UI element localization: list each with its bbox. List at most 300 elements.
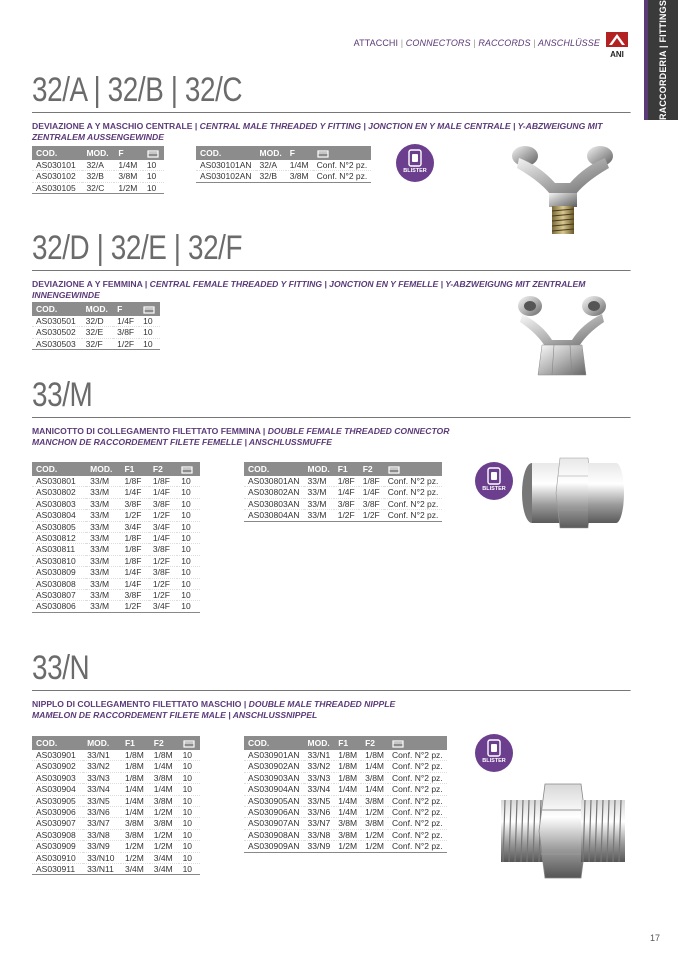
table-row bbox=[244, 807, 447, 818]
table-row bbox=[32, 555, 200, 566]
table-cell: 3/8F bbox=[149, 567, 177, 578]
table-cell: 1/4M bbox=[121, 795, 150, 806]
table-cell: 10 bbox=[177, 498, 200, 509]
table-cell: 33/M bbox=[304, 476, 334, 487]
table-cell: 3/8M bbox=[150, 772, 179, 783]
table-cell: 10 bbox=[179, 784, 200, 795]
table-cell: 3/8M bbox=[361, 795, 388, 806]
table-cell: 1/4F bbox=[113, 316, 139, 327]
table-cell: AS030102 bbox=[32, 171, 82, 182]
table-cell: 3/8F bbox=[120, 590, 148, 601]
header-link: RACCORDS bbox=[478, 38, 531, 48]
table-cell: 3/8M bbox=[361, 818, 388, 829]
table-cell: 1/2F bbox=[334, 510, 359, 521]
table-cell: 3/8F bbox=[334, 498, 359, 509]
table-row bbox=[196, 171, 371, 182]
table-cell: 1/4M bbox=[334, 807, 361, 818]
table-cell: 1/4M bbox=[334, 784, 361, 795]
section-title: 32/A | 32/B | 32/C bbox=[32, 70, 630, 113]
desc-translations-line2: MANCHON DE RACCORDEMENT FILETE FEMELLE | ANSCHLUSSMUFFE bbox=[32, 436, 332, 447]
blister-icon bbox=[407, 149, 423, 167]
desc-italian: DEVIAZIONE A Y FEMMINA | bbox=[32, 279, 150, 289]
table-cell: AS030801 bbox=[32, 476, 86, 487]
col-header: F1 bbox=[334, 462, 359, 476]
table-cell: 3/8F bbox=[120, 498, 148, 509]
table-cell: 10 bbox=[179, 772, 200, 783]
desc-translations: CENTRAL MALE THREADED Y FITTING | JONCTION EN Y MALE CENTRALE | Y-ABZWEIGUNG MIT ZENTRALEM AUSSENGEWINDE bbox=[32, 121, 603, 142]
qty-icon bbox=[177, 462, 200, 476]
table-cell: 33/M bbox=[86, 567, 120, 578]
table-cell: 10 bbox=[177, 521, 200, 532]
table-cell: AS030906 bbox=[32, 807, 83, 818]
table-cell: AS030801AN bbox=[244, 476, 304, 487]
table-row bbox=[196, 160, 371, 171]
table-row bbox=[244, 498, 442, 509]
table-cell: 1/2F bbox=[359, 510, 384, 521]
col-header: MOD. bbox=[304, 736, 335, 750]
side-tab bbox=[644, 0, 678, 120]
table-row bbox=[32, 590, 200, 601]
table-cell: 1/2M bbox=[150, 841, 179, 852]
table-row bbox=[32, 601, 200, 612]
table-row bbox=[32, 578, 200, 589]
table-cell: AS030902 bbox=[32, 761, 83, 772]
table-row bbox=[244, 761, 447, 772]
table-cell: 10 bbox=[179, 852, 200, 863]
table-row bbox=[32, 852, 200, 863]
table-row bbox=[32, 476, 200, 487]
table-cell: 33/N2 bbox=[304, 761, 335, 772]
desc-translations: DOUBLE FEMALE THREADED CONNECTOR bbox=[267, 426, 450, 436]
male-nipple-image bbox=[495, 770, 630, 890]
table-cell: 3/4M bbox=[150, 852, 179, 863]
table-cell: 1/4M bbox=[121, 784, 150, 795]
table-cell: Conf. N°2 pz. bbox=[388, 807, 447, 818]
table-row bbox=[32, 316, 160, 327]
table-cell: AS030904 bbox=[32, 784, 83, 795]
table-cell: 3/8F bbox=[149, 498, 177, 509]
table-cell: 33/N9 bbox=[304, 841, 335, 852]
product-table bbox=[32, 736, 200, 875]
col-header: F bbox=[114, 146, 142, 160]
blister-icon bbox=[486, 739, 502, 757]
col-header: MOD. bbox=[82, 302, 113, 316]
table-cell: 1/8M bbox=[150, 750, 179, 761]
table-row bbox=[32, 533, 200, 544]
table-cell: 1/8M bbox=[121, 772, 150, 783]
col-header: COD. bbox=[244, 736, 304, 750]
qty-icon bbox=[139, 302, 160, 316]
table-cell: 33/N4 bbox=[304, 784, 335, 795]
qty-icon bbox=[143, 146, 164, 160]
blister-badge bbox=[475, 734, 513, 772]
blister-table bbox=[196, 146, 371, 183]
table-cell: 33/N1 bbox=[83, 750, 121, 761]
desc-translations-line2: MAMELON DE RACCORDEMENT FILETE MALE | ANSCHLUSSNIPPEL bbox=[32, 709, 318, 720]
svg-text:ANI: ANI bbox=[610, 50, 624, 59]
table-cell: AS030910 bbox=[32, 852, 83, 863]
table-row bbox=[32, 818, 200, 829]
table-cell: 10 bbox=[139, 316, 160, 327]
table-cell: 1/8M bbox=[334, 750, 361, 761]
table-cell: 33/N9 bbox=[83, 841, 121, 852]
product-table bbox=[32, 146, 164, 194]
table-cell: 33/N8 bbox=[83, 829, 121, 840]
table-cell: 1/8M bbox=[121, 761, 150, 772]
col-header: COD. bbox=[244, 462, 304, 476]
table-cell: 3/8M bbox=[114, 171, 142, 182]
table-cell: 10 bbox=[177, 601, 200, 612]
table-cell: Conf. N°2 pz. bbox=[384, 487, 443, 498]
table-cell: AS030101 bbox=[32, 160, 82, 171]
table-cell: 33/M bbox=[86, 601, 120, 612]
table-cell: AS030503 bbox=[32, 338, 82, 349]
qty-icon bbox=[384, 462, 443, 476]
table-cell: 1/2M bbox=[121, 841, 150, 852]
table-row bbox=[32, 772, 200, 783]
table-cell: 10 bbox=[143, 160, 164, 171]
col-header: F1 bbox=[334, 736, 361, 750]
table-cell: 3/4F bbox=[149, 521, 177, 532]
table-cell: 32/B bbox=[82, 171, 114, 182]
table-row bbox=[244, 510, 442, 521]
table-cell: 1/2M bbox=[114, 182, 142, 193]
table-row bbox=[244, 818, 447, 829]
table-cell: 3/8M bbox=[121, 818, 150, 829]
table-cell: 10 bbox=[177, 590, 200, 601]
table-cell: Conf. N°2 pz. bbox=[384, 498, 443, 509]
table-cell: Conf. N°2 pz. bbox=[388, 841, 447, 852]
table-cell: AS030502 bbox=[32, 327, 82, 338]
col-header: F2 bbox=[359, 462, 384, 476]
table-cell: 1/8M bbox=[121, 750, 150, 761]
table-cell: 3/8M bbox=[150, 795, 179, 806]
table-cell: 10 bbox=[177, 487, 200, 498]
table-cell: AS030802AN bbox=[244, 487, 304, 498]
product-table bbox=[32, 462, 200, 613]
table-cell: AS030101AN bbox=[196, 160, 256, 171]
table-cell: 33/N3 bbox=[83, 772, 121, 783]
table-cell: 33/N4 bbox=[83, 784, 121, 795]
side-tab-label: RACCORDERIA | FITTINGS bbox=[658, 0, 668, 121]
table-cell: 1/4M bbox=[361, 784, 388, 795]
table-cell: 32/C bbox=[82, 182, 114, 193]
blister-label: BLISTER bbox=[482, 758, 506, 764]
col-header: F1 bbox=[120, 462, 148, 476]
table-cell: 1/8F bbox=[334, 476, 359, 487]
table-cell: AS030810 bbox=[32, 555, 86, 566]
blister-table bbox=[244, 462, 442, 522]
qty-icon bbox=[179, 736, 200, 750]
table-cell: 1/2M bbox=[361, 829, 388, 840]
y-fitting-male-image bbox=[505, 138, 620, 238]
section-title: 33/N bbox=[32, 648, 630, 691]
table-cell: Conf. N°2 pz. bbox=[388, 829, 447, 840]
table-cell: 3/4M bbox=[121, 864, 150, 875]
female-connector-image bbox=[520, 452, 625, 534]
header-link: ATTACCHI bbox=[353, 38, 399, 48]
table-cell: 33/N8 bbox=[304, 829, 335, 840]
table-cell: Conf. N°2 pz. bbox=[388, 784, 447, 795]
table-cell: AS030803 bbox=[32, 498, 86, 509]
table-cell: 1/4F bbox=[120, 487, 148, 498]
table-cell: AS030812 bbox=[32, 533, 86, 544]
table-cell: 1/2F bbox=[149, 555, 177, 566]
table-row bbox=[32, 864, 200, 875]
table-cell: AS030903 bbox=[32, 772, 83, 783]
table-row bbox=[32, 750, 200, 761]
table-cell: 33/M bbox=[86, 544, 120, 555]
table-cell: Conf. N°2 pz. bbox=[388, 772, 447, 783]
table-cell: 1/8F bbox=[120, 555, 148, 566]
table-cell: 1/4F bbox=[359, 487, 384, 498]
table-cell: AS030102AN bbox=[196, 171, 256, 182]
table-cell: AS030804AN bbox=[244, 510, 304, 521]
table-cell: 10 bbox=[143, 171, 164, 182]
table-cell: 1/2M bbox=[150, 807, 179, 818]
table-cell: 33/N3 bbox=[304, 772, 335, 783]
table-row bbox=[32, 807, 200, 818]
table-cell: 33/N7 bbox=[304, 818, 335, 829]
table-cell: AS030811 bbox=[32, 544, 86, 555]
table-cell: AS030908AN bbox=[244, 829, 304, 840]
table-cell: 3/4M bbox=[150, 864, 179, 875]
table-cell: AS030809 bbox=[32, 567, 86, 578]
table-cell: 33/N7 bbox=[83, 818, 121, 829]
table-row bbox=[32, 829, 200, 840]
table-cell: 10 bbox=[179, 841, 200, 852]
table-cell: 32/F bbox=[82, 338, 113, 349]
col-header: F bbox=[113, 302, 139, 316]
section-33n bbox=[32, 648, 630, 720]
qty-icon bbox=[388, 736, 447, 750]
table-cell: 33/M bbox=[86, 476, 120, 487]
table-cell: 33/M bbox=[86, 578, 120, 589]
table-cell: 1/2F bbox=[113, 338, 139, 349]
table-cell: 10 bbox=[177, 567, 200, 578]
table-row bbox=[244, 841, 447, 852]
desc-translations: DOUBLE MALE THREADED NIPPLE bbox=[248, 699, 396, 709]
table-cell: 1/4M bbox=[361, 761, 388, 772]
table-cell: AS030906AN bbox=[244, 807, 304, 818]
table-cell: 1/2F bbox=[120, 510, 148, 521]
table-cell: 1/2M bbox=[361, 807, 388, 818]
table-cell: 3/8F bbox=[359, 498, 384, 509]
table-cell: 1/8F bbox=[149, 476, 177, 487]
table-row bbox=[32, 761, 200, 772]
table-row bbox=[244, 829, 447, 840]
table-cell: 10 bbox=[177, 510, 200, 521]
table-cell: 3/8M bbox=[334, 818, 361, 829]
table-cell: 1/2M bbox=[361, 841, 388, 852]
table-cell: 3/8M bbox=[150, 818, 179, 829]
table-cell: 33/N6 bbox=[304, 807, 335, 818]
table-cell: 33/N10 bbox=[83, 852, 121, 863]
col-header: COD. bbox=[32, 302, 82, 316]
table-cell: 33/M bbox=[86, 590, 120, 601]
table-cell: 33/M bbox=[86, 521, 120, 532]
table-cell: 3/4F bbox=[120, 521, 148, 532]
table-cell: AS030908 bbox=[32, 829, 83, 840]
table-cell: 3/8M bbox=[361, 772, 388, 783]
table-cell: 10 bbox=[139, 338, 160, 349]
table-cell: AS030909AN bbox=[244, 841, 304, 852]
table-cell: 33/M bbox=[86, 555, 120, 566]
table-cell: AS030907 bbox=[32, 818, 83, 829]
table-cell: 3/8M bbox=[121, 829, 150, 840]
section-title: 32/D | 32/E | 32/F bbox=[32, 228, 630, 271]
table-row bbox=[244, 784, 447, 795]
table-cell: Conf. N°2 pz. bbox=[384, 510, 443, 521]
table-cell: 10 bbox=[179, 761, 200, 772]
table-row bbox=[244, 772, 447, 783]
table-cell: 33/M bbox=[86, 533, 120, 544]
table-cell: 32/B bbox=[256, 171, 286, 182]
table-row bbox=[32, 160, 164, 171]
qty-icon bbox=[313, 146, 372, 160]
col-header: MOD. bbox=[82, 146, 114, 160]
section-33m bbox=[32, 375, 630, 447]
table-cell: 10 bbox=[179, 818, 200, 829]
table-row bbox=[32, 510, 200, 521]
table-cell: 10 bbox=[179, 829, 200, 840]
col-header: F2 bbox=[150, 736, 179, 750]
table-cell: AS030909 bbox=[32, 841, 83, 852]
table-cell: 10 bbox=[179, 795, 200, 806]
table-row bbox=[32, 841, 200, 852]
blister-badge bbox=[396, 144, 434, 182]
table-cell: AS030501 bbox=[32, 316, 82, 327]
table-cell: AS030901AN bbox=[244, 750, 304, 761]
table-cell: AS030803AN bbox=[244, 498, 304, 509]
table-cell: 3/8M bbox=[334, 829, 361, 840]
col-header: COD. bbox=[32, 462, 86, 476]
table-cell: Conf. N°2 pz. bbox=[388, 818, 447, 829]
table-cell: 1/4F bbox=[120, 567, 148, 578]
table-cell: 33/N5 bbox=[83, 795, 121, 806]
table-cell: Conf. N°2 pz. bbox=[388, 750, 447, 761]
table-cell: 1/2M bbox=[334, 841, 361, 852]
table-cell: 33/M bbox=[86, 510, 120, 521]
desc-italian: NIPPLO DI COLLEGAMENTO FILETTATO MASCHIO | bbox=[32, 699, 249, 709]
col-header: F2 bbox=[149, 462, 177, 476]
blister-icon bbox=[486, 467, 502, 485]
table-cell: 1/2F bbox=[120, 601, 148, 612]
table-cell: 1/8F bbox=[120, 476, 148, 487]
table-row bbox=[32, 171, 164, 182]
table-row bbox=[32, 784, 200, 795]
table-cell: 10 bbox=[179, 807, 200, 818]
table-row bbox=[32, 338, 160, 349]
table-cell: 1/4M bbox=[150, 784, 179, 795]
col-header: COD. bbox=[32, 736, 83, 750]
table-cell: 1/2M bbox=[121, 852, 150, 863]
table-cell: 33/M bbox=[304, 498, 334, 509]
y-fitting-female-image bbox=[512, 290, 612, 380]
table-row bbox=[32, 327, 160, 338]
table-cell: 1/8F bbox=[359, 476, 384, 487]
table-cell: 1/4F bbox=[149, 533, 177, 544]
col-header: F2 bbox=[361, 736, 388, 750]
table-cell: 3/8F bbox=[113, 327, 139, 338]
table-cell: AS030902AN bbox=[244, 761, 304, 772]
table-cell: 1/2F bbox=[149, 578, 177, 589]
header-link: CONNECTORS bbox=[405, 38, 471, 48]
brand-logo bbox=[602, 31, 632, 61]
table-cell: 1/8M bbox=[334, 772, 361, 783]
table-cell: 10 bbox=[177, 533, 200, 544]
table-cell: 33/N5 bbox=[304, 795, 335, 806]
table-cell: 33/N11 bbox=[83, 864, 121, 875]
table-row bbox=[32, 182, 164, 193]
table-cell: AS030901 bbox=[32, 750, 83, 761]
table-cell: 10 bbox=[177, 476, 200, 487]
header-link: ANSCHLÜSSE bbox=[537, 38, 600, 48]
table-cell: 1/4F bbox=[120, 578, 148, 589]
col-header: MOD. bbox=[83, 736, 121, 750]
table-cell: 1/8F bbox=[120, 533, 148, 544]
table-cell: 32/E bbox=[82, 327, 113, 338]
table-row bbox=[244, 750, 447, 761]
section-title: 33/M bbox=[32, 375, 630, 418]
table-cell: 33/M bbox=[86, 487, 120, 498]
table-cell: AS030903AN bbox=[244, 772, 304, 783]
page-number: 17 bbox=[649, 933, 660, 943]
table-cell: 1/2F bbox=[149, 510, 177, 521]
table-cell: 10 bbox=[139, 327, 160, 338]
table-cell: Conf. N°2 pz. bbox=[313, 160, 372, 171]
table-cell: AS030907AN bbox=[244, 818, 304, 829]
table-row bbox=[32, 544, 200, 555]
desc-italian: DEVIAZIONE A Y MASCHIO CENTRALE | bbox=[32, 121, 200, 131]
table-cell: 1/4M bbox=[121, 807, 150, 818]
table-cell: 33/M bbox=[304, 487, 334, 498]
table-cell: AS030905 bbox=[32, 795, 83, 806]
col-header: F bbox=[286, 146, 313, 160]
table-cell: Conf. N°2 pz. bbox=[313, 171, 372, 182]
table-cell: AS030804 bbox=[32, 510, 86, 521]
section-description bbox=[32, 426, 630, 447]
table-cell: AS030808 bbox=[32, 578, 86, 589]
table-row bbox=[244, 476, 442, 487]
table-row bbox=[32, 498, 200, 509]
table-cell: 1/4M bbox=[150, 761, 179, 772]
table-cell: AS030905AN bbox=[244, 795, 304, 806]
table-cell: 33/N1 bbox=[304, 750, 335, 761]
header-breadcrumb: ATTACCHI | CONNECTORS | RACCORDS | ANSCHLÜSSE bbox=[353, 38, 600, 48]
table-cell: AS030805 bbox=[32, 521, 86, 532]
table-cell: 32/A bbox=[82, 160, 114, 171]
table-cell: AS030802 bbox=[32, 487, 86, 498]
col-header: MOD. bbox=[86, 462, 120, 476]
table-cell: 33/N6 bbox=[83, 807, 121, 818]
col-header: COD. bbox=[32, 146, 82, 160]
table-row bbox=[244, 487, 442, 498]
col-header: F1 bbox=[121, 736, 150, 750]
col-header: MOD. bbox=[304, 462, 334, 476]
table-cell: 32/D bbox=[82, 316, 113, 327]
table-cell: AS030105 bbox=[32, 182, 82, 193]
table-cell: 10 bbox=[179, 864, 200, 875]
section-description bbox=[32, 699, 630, 720]
table-cell: 33/M bbox=[304, 510, 334, 521]
table-row bbox=[32, 487, 200, 498]
table-cell: 10 bbox=[177, 555, 200, 566]
table-cell: Conf. N°2 pz. bbox=[384, 476, 443, 487]
table-cell: 1/8M bbox=[361, 750, 388, 761]
table-cell: 1/4M bbox=[334, 795, 361, 806]
desc-italian: MANICOTTO DI COLLEGAMENTO FILETTATO FEMMINA | bbox=[32, 426, 268, 436]
